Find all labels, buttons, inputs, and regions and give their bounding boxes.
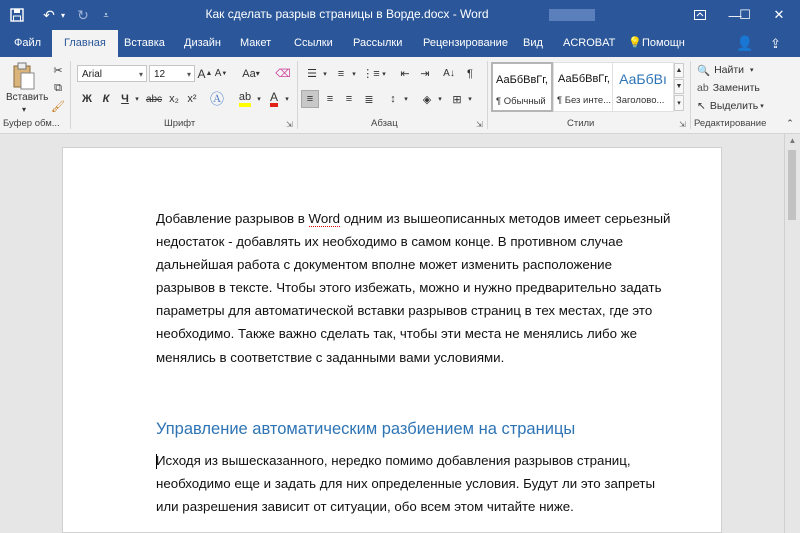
maximize-button[interactable]: ☐	[739, 7, 751, 22]
styles-more-icon[interactable]: ▾	[674, 95, 684, 111]
italic-button[interactable]: К	[102, 93, 110, 105]
text-line: разрывов в тексте. Чтобы этого избежать, можно и нужно предварительно задать	[156, 280, 662, 296]
divider	[297, 61, 298, 129]
chevron-down-icon: ▾	[760, 103, 764, 110]
paragraph-group-label: Абзац	[371, 118, 398, 129]
select-label: Выделить	[709, 100, 759, 112]
grow-font-icon[interactable]: A ▲	[197, 66, 213, 81]
account-icon[interactable]: 👤	[736, 35, 754, 51]
clipboard-group-label: Буфер обм...	[3, 118, 60, 129]
undo-icon[interactable]: ↶	[43, 6, 55, 23]
text-line: Исходя из вышесказанного, нередко помимо добавления разрывов страниц,	[156, 453, 631, 468]
dialog-launcher-icon[interactable]: ⇲	[476, 120, 483, 129]
shrink-font-icon[interactable]: A ▼	[214, 68, 228, 79]
title-bar	[0, 0, 800, 30]
strikethrough-button[interactable]: abc	[145, 93, 163, 105]
numbering-icon[interactable]: ≡	[337, 67, 345, 80]
copy-icon[interactable]: ⧉	[54, 81, 62, 94]
text-line: дальнейшая работа с документом вполне может изменить расположение	[156, 257, 612, 273]
font-name-value: Arial	[82, 69, 103, 80]
paste-icon[interactable]	[8, 61, 40, 91]
sort-icon[interactable]: A↓	[443, 68, 455, 79]
styles-scroll-up-icon[interactable]: ▲	[674, 63, 684, 78]
chevron-down-icon[interactable]: ▾	[352, 70, 356, 78]
tab-view[interactable]: Вид	[523, 37, 543, 49]
format-painter-icon[interactable]: 🖌	[51, 100, 65, 113]
chevron-down-icon[interactable]: ▾	[285, 96, 289, 103]
document-page[interactable]	[62, 147, 722, 533]
styles-scroll-down-icon[interactable]: ▼	[674, 79, 684, 94]
text-line: Добавление разрывов в Word одним из вышеописанных методов имеет серьезный	[156, 211, 671, 226]
superscript-button[interactable]: x²	[187, 93, 197, 105]
replace-button[interactable]	[697, 80, 771, 96]
paste-button-label[interactable]: Вставить	[6, 92, 49, 103]
text-line: менялись в соответствие с заданными вами условиями.	[156, 349, 505, 365]
scroll-up-icon[interactable]: ▲	[788, 136, 797, 145]
text-line: параметры для автоматической вставки разрывов страниц в тех местах, где это	[156, 303, 653, 319]
text-line: или разрешения зависит от ситуации, обо всем этом читайте ниже.	[156, 499, 574, 515]
style-sample: АаБбВвГг,	[496, 74, 548, 86]
tab-references[interactable]: Ссылки	[294, 37, 333, 49]
paragraph-2[interactable]	[156, 449, 696, 518]
search-icon: 🔍	[697, 64, 711, 77]
font-name-combo[interactable]	[77, 65, 147, 82]
undo-dropdown-icon[interactable]: ▾	[60, 10, 65, 20]
borders-icon[interactable]: ⊞	[452, 93, 462, 106]
justify-icon[interactable]: ≣	[364, 93, 374, 106]
style-name: Заголово...	[616, 95, 665, 106]
bullets-icon[interactable]: ☰	[307, 68, 317, 80]
cursor-arrow-icon: ↖	[697, 100, 706, 112]
tab-home[interactable]: Главная	[52, 30, 118, 57]
tab-file[interactable]: Файл	[14, 37, 42, 49]
collapse-ribbon-icon[interactable]: ⌃	[786, 117, 794, 128]
underline-dropdown-icon[interactable]: ▾	[135, 96, 139, 103]
font-size-combo[interactable]	[149, 65, 195, 82]
share-icon[interactable]: ⇪	[770, 36, 781, 51]
chevron-down-icon[interactable]: ▾	[323, 70, 327, 78]
customize-toolbar-icon[interactable]: ⩡	[103, 9, 109, 20]
style-normal[interactable]	[491, 62, 553, 112]
select-button[interactable]	[697, 98, 771, 114]
tell-me-label: Помощн	[642, 37, 685, 49]
chevron-down-icon[interactable]: ▾	[186, 70, 191, 79]
show-formatting-icon[interactable]: ¶	[467, 67, 473, 80]
font-size-value: 12	[154, 69, 166, 80]
window-title: Как сделать разрыв страницы в Ворде.docx - Word	[0, 7, 800, 21]
style-name: ¶ Без инте...	[557, 95, 612, 106]
divider	[70, 61, 71, 129]
font-group-label: Шрифт	[164, 118, 196, 129]
clear-formatting-icon[interactable]: ⌫	[275, 68, 291, 80]
paragraph-1[interactable]	[156, 207, 696, 369]
chevron-down-icon[interactable]: ▾	[468, 96, 472, 103]
text-line: недостаток - добавлять их необходимо в самом конце. В противном случае	[156, 234, 623, 250]
chevron-down-icon[interactable]: ▾	[257, 96, 261, 103]
redo-icon[interactable]: ↻	[77, 6, 89, 23]
ribbon-tabs	[0, 30, 800, 57]
divider	[487, 61, 488, 129]
dialog-launcher-icon[interactable]: ⇲	[286, 120, 293, 129]
align-right-icon[interactable]: ≡	[345, 93, 353, 105]
lightbulb-icon: 💡	[628, 37, 642, 49]
tab-review[interactable]: Рецензирование	[423, 37, 508, 49]
chevron-down-icon: ▾	[750, 67, 754, 74]
editing-group-label: Редактирование	[694, 118, 767, 129]
replace-icon: ab	[697, 82, 709, 94]
shading-icon[interactable]: ◈	[422, 93, 432, 106]
text-line: необходимо еще и задать для них определенные условия. Будут ли это запреты	[156, 476, 656, 492]
font-color-icon[interactable]: A	[266, 90, 282, 108]
highlight-icon[interactable]: ab	[236, 90, 254, 108]
chevron-down-icon[interactable]: ▾	[404, 96, 408, 103]
decrease-indent-icon[interactable]: ⇤	[400, 68, 410, 80]
tab-design[interactable]: Дизайн	[184, 37, 221, 49]
replace-label: Заменить	[712, 82, 760, 94]
tab-layout[interactable]: Макет	[240, 37, 272, 49]
styles-group-label: Стили	[567, 118, 595, 129]
close-button[interactable]: ✕	[773, 7, 785, 22]
line-spacing-icon[interactable]: ↕	[390, 93, 396, 105]
section-heading[interactable]: Управление автоматическим разбиением на страницы	[156, 420, 576, 438]
divider	[690, 61, 691, 129]
dialog-launcher-icon[interactable]: ⇲	[679, 120, 686, 129]
underline-button[interactable]: Ч	[121, 93, 129, 105]
style-sample: АаБбВı	[619, 71, 667, 87]
tab-tell-me[interactable]	[628, 30, 687, 57]
minimize-button[interactable]: —	[728, 7, 742, 23]
cut-icon[interactable]: ✂	[53, 64, 63, 77]
find-button[interactable]	[697, 62, 771, 78]
tab-mailings[interactable]: Рассылки	[353, 37, 403, 49]
paste-dropdown-icon[interactable]: ▾	[21, 104, 26, 114]
chevron-down-icon[interactable]: ▾	[138, 70, 143, 79]
ribbon-display-options-icon[interactable]	[683, 0, 717, 30]
scrollbar-thumb[interactable]	[788, 150, 796, 220]
text-line: необходимо. Также важно сделать так, чтобы эти места не менялись либо же	[156, 326, 638, 342]
style-name: ¶ Обычный	[496, 96, 546, 107]
vertical-scrollbar[interactable]	[784, 134, 800, 533]
multilevel-list-icon[interactable]: ⋮≡	[362, 68, 380, 80]
tab-acrobat[interactable]: ACROBAT	[563, 37, 616, 49]
account-redacted	[549, 9, 595, 21]
chevron-down-icon[interactable]: ▾	[382, 70, 386, 78]
style-heading-1[interactable]	[612, 62, 674, 112]
ribbon	[0, 57, 800, 134]
align-left-icon[interactable]: ≡	[301, 90, 319, 108]
subscript-button[interactable]: x₂	[169, 93, 179, 105]
style-no-spacing[interactable]	[553, 62, 615, 112]
text-effects-icon[interactable]: Ⓐ	[210, 91, 224, 107]
increase-indent-icon[interactable]: ⇥	[420, 68, 430, 80]
align-center-icon[interactable]: ≡	[326, 93, 334, 105]
chevron-down-icon[interactable]: ▾	[438, 96, 442, 103]
text-line-rest: одним из вышеописанных методов имеет серьезный	[340, 211, 671, 226]
bold-button[interactable]: Ж	[82, 93, 92, 105]
change-case-button[interactable]: Aa ▾	[242, 67, 260, 80]
spellcheck-word: Word	[308, 211, 341, 226]
find-label: Найти	[714, 64, 745, 76]
tab-insert[interactable]: Вставка	[124, 37, 165, 49]
style-sample: АаБбВвГг,	[558, 73, 610, 85]
